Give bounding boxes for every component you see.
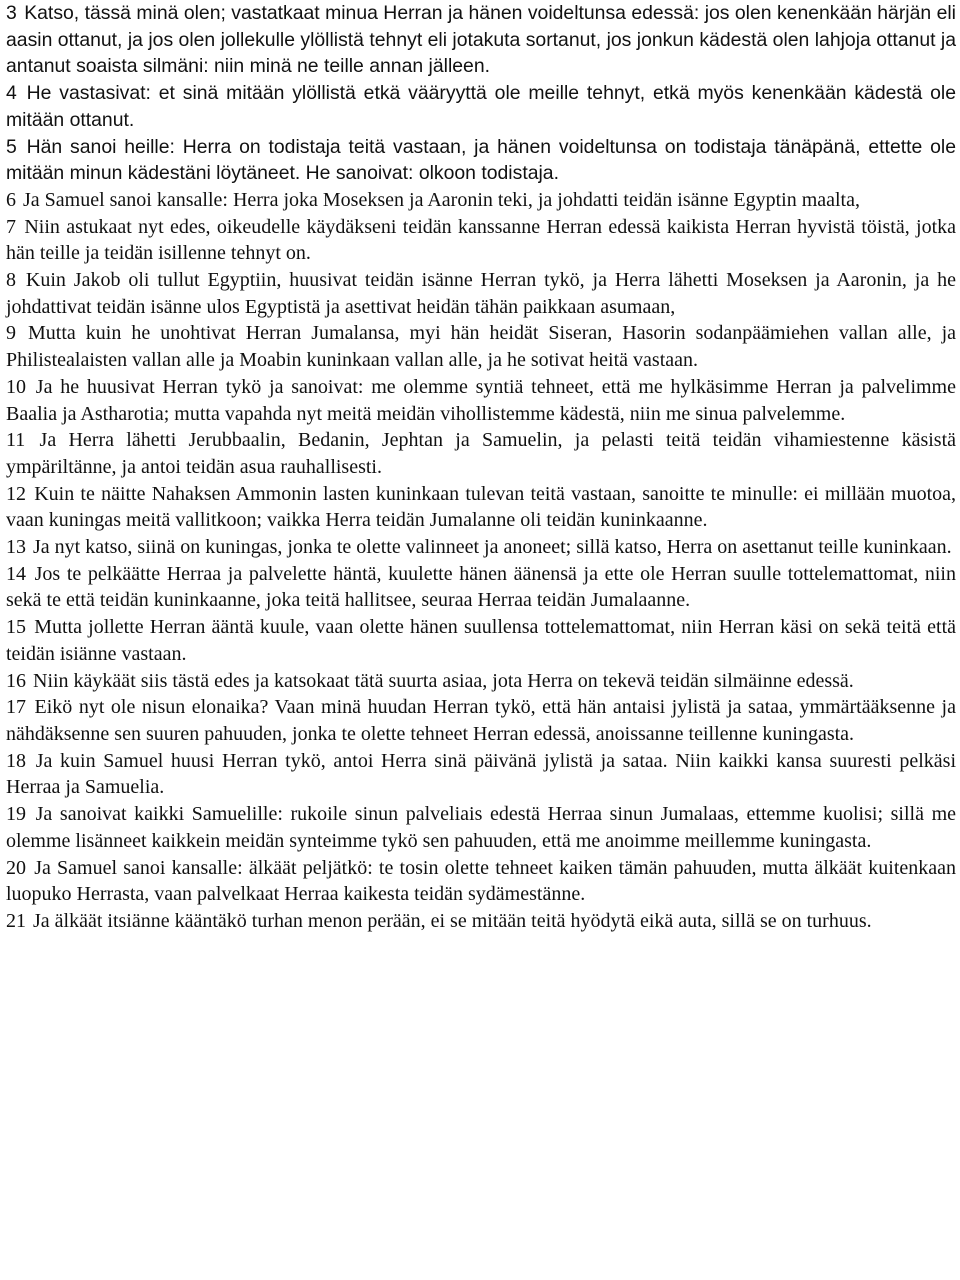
verse-17 xyxy=(6,694,956,747)
verse-text: Ja he huusivat Herran tykö ja sanoivat: me olemme syntiä tehneet, että me hylkäsimme Herran ja palvelimme Baalia ja Astharotia; mutta vapahda nyt meitä meidän vihollistemme kädestä, niin me sinua palvelemme. xyxy=(6,375,956,425)
verse-10 xyxy=(6,374,956,427)
verse-number: 10 xyxy=(6,375,26,398)
verse-21 xyxy=(6,908,956,935)
verse-text: Ja Samuel sanoi kansalle: älkäät peljätkö: te tosin olette tehneet kaiken tämän pahuuden, mutta älkäät kuitenkaan luopuko Herrasta, vaan palvelkaat Herraa kaikesta teidän sydämestänne. xyxy=(6,856,957,906)
verse-14 xyxy=(6,561,956,614)
verse-number: 11 xyxy=(6,429,26,452)
verse-number: 4 xyxy=(6,82,17,105)
verse-9 xyxy=(6,320,956,373)
verse-16 xyxy=(6,668,956,695)
verse-19 xyxy=(6,801,956,854)
verse-number: 19 xyxy=(6,803,26,826)
verse-text: Mutta kuin he unohtivat Herran Jumalansa, myi hän heidät Siseran, Hasorin sodanpäämiehen vallan alle, ja Philistealaisten vallan alle ja Moabin kuninkaan vallan alle, ja he sotivat heitä vastaan. xyxy=(6,322,956,372)
verse-11 xyxy=(6,427,956,480)
verse-number: 17 xyxy=(6,696,26,719)
verse-number: 6 xyxy=(6,188,16,211)
verse-text: Ja sanoivat kaikki Samuelille: rukoile sinun palveliais edestä Herraa sinun Jumalaas, ettemme kuolisi; sillä me olemme lisänneet kaikkein meidän synteimme tykö sen pahuuden, että me anoimme meillemme kuningasta. xyxy=(6,803,957,852)
verse-text: Ja älkäät itsiänne kääntäkö turhan menon perään, ei se mitään teitä hyödytä eikä auta, sillä se on turhuus. xyxy=(33,909,872,932)
verse-text: Ja kuin Samuel huusi Herran tykö, antoi Herra sinä päivänä jylistä ja sataa. Niin kaikki kansa suuresti pelkäsi Herraa ja Samuelia. xyxy=(6,749,957,799)
verse-number: 21 xyxy=(6,909,26,932)
verse-number: 5 xyxy=(6,135,17,158)
verse-8 xyxy=(6,267,956,320)
verse-number: 13 xyxy=(6,536,26,559)
verse-number: 8 xyxy=(6,269,16,292)
verse-text: Niin käykäät siis tästä edes ja katsokaat tätä suurta asiaa, jota Herra on tekevä teidän silmäinne edessä. xyxy=(33,669,854,692)
document-page xyxy=(6,0,956,935)
verse-text: Ja Herra lähetti Jerubbaalin, Bedanin, Jephtan ja Samuelin, ja pelasti teitä teidän vihamiestenne käsistä ympäriltänne, ja antoi teidän asua rauhallisesti. xyxy=(6,429,957,478)
verse-number: 18 xyxy=(6,749,26,772)
verse-text: Ja nyt katso, siinä on kuningas, jonka te olette valinneet ja anoneet; sillä katso, Herra on asettanut teille kuninkaan. xyxy=(33,536,952,559)
verse-text: Eikö nyt ole nisun elonaika? Vaan minä huudan Herran tykö, että hän antaisi jylistä ja sataa, ymmärtääksenne ja nähdäksenne sen suuren pahuuden, jonka te olette tehneet Herran edessä, anoissanne teillenne kuningasta. xyxy=(6,696,956,745)
verse-number: 16 xyxy=(6,669,26,692)
verse-text: Mutta jollette Herran ääntä kuule, vaan olette hänen suullensa tottelemattomat, niin Herran käsi on sekä teitä että teidän isiänne vastaan. xyxy=(6,616,957,665)
verse-15 xyxy=(6,614,956,667)
verse-5 xyxy=(6,134,956,187)
verse-7 xyxy=(6,214,956,267)
verse-text: Katso, tässä minä olen; vastatkaat minua Herran ja hänen voideltunsa edessä: jos olen kenenkään härjän eli aasin ottanut, ja jos olen jollekulle ylöllistä tehnyt eli jotakuta sortanut, jos jonkun kädestä olen lahjoja ottanut ja antanut soaista silmäni: niin minä ne teille annan jälleen. xyxy=(6,2,956,78)
verse-number: 9 xyxy=(6,322,16,345)
verse-6 xyxy=(6,187,956,214)
verse-number: 14 xyxy=(6,562,26,585)
verse-18 xyxy=(6,748,956,801)
verse-text: He vastasivat: et sinä mitään ylöllistä etkä vääryyttä ole meille tehnyt, etkä myös kenenkään kädestä ole mitään ottanut. xyxy=(6,82,956,131)
verse-number: 12 xyxy=(6,482,26,505)
verse-12 xyxy=(6,481,956,534)
verse-4 xyxy=(6,80,956,133)
verse-20 xyxy=(6,855,956,908)
verse-text: Jos te pelkäätte Herraa ja palvelette häntä, kuulette hänen äänensä ja ette ole Herran suulle tottelemattomat, niin sekä te että teidän kuninkaanne, joka teitä hallitsee, seuraa Herraa teidän Jumalaanne. xyxy=(6,562,956,612)
verse-13 xyxy=(6,534,956,561)
verse-text: Kuin te näitte Nahaksen Ammonin lasten kuninkaan tulevan teitä vastaan, sanoitte te minulle: ei millään muotoa, vaan kuningas meitä vallitkoon; vaikka Herra teidän Jumalanne oli teidän kuninkaanne. xyxy=(6,482,957,532)
verse-text: Kuin Jakob oli tullut Egyptiin, huusivat teidän isänne Herran tykö, ja Herra lähetti Moseksen ja Aaronin, ja he johdattivat teidän isänne ulos Egyptistä ja asettivat heidän tähän paikkaan asumaan, xyxy=(6,269,956,318)
verse-text: Ja Samuel sanoi kansalle: Herra joka Moseksen ja Aaronin teki, ja johdatti teidän isänne Egyptin maalta, xyxy=(23,188,860,211)
verse-text: Niin astukaat nyt edes, oikeudelle käydäkseni teidän kanssanne Herran edessä kaikista Herran hyvistä töistä, jotka hän teille ja teidän isillenne tehnyt on. xyxy=(6,215,957,265)
verse-text: Hän sanoi heille: Herra on todistaja teitä vastaan, ja hänen voideltunsa on todistaja tänäpänä, ettette ole mitään minun kädestäni löytäneet. He sanoivat: olkoon todistaja. xyxy=(6,135,956,185)
verse-number: 7 xyxy=(6,215,16,238)
verse-number: 3 xyxy=(6,2,17,24)
verse-3 xyxy=(6,0,956,80)
verse-number: 15 xyxy=(6,616,26,639)
verse-number: 20 xyxy=(6,856,26,879)
